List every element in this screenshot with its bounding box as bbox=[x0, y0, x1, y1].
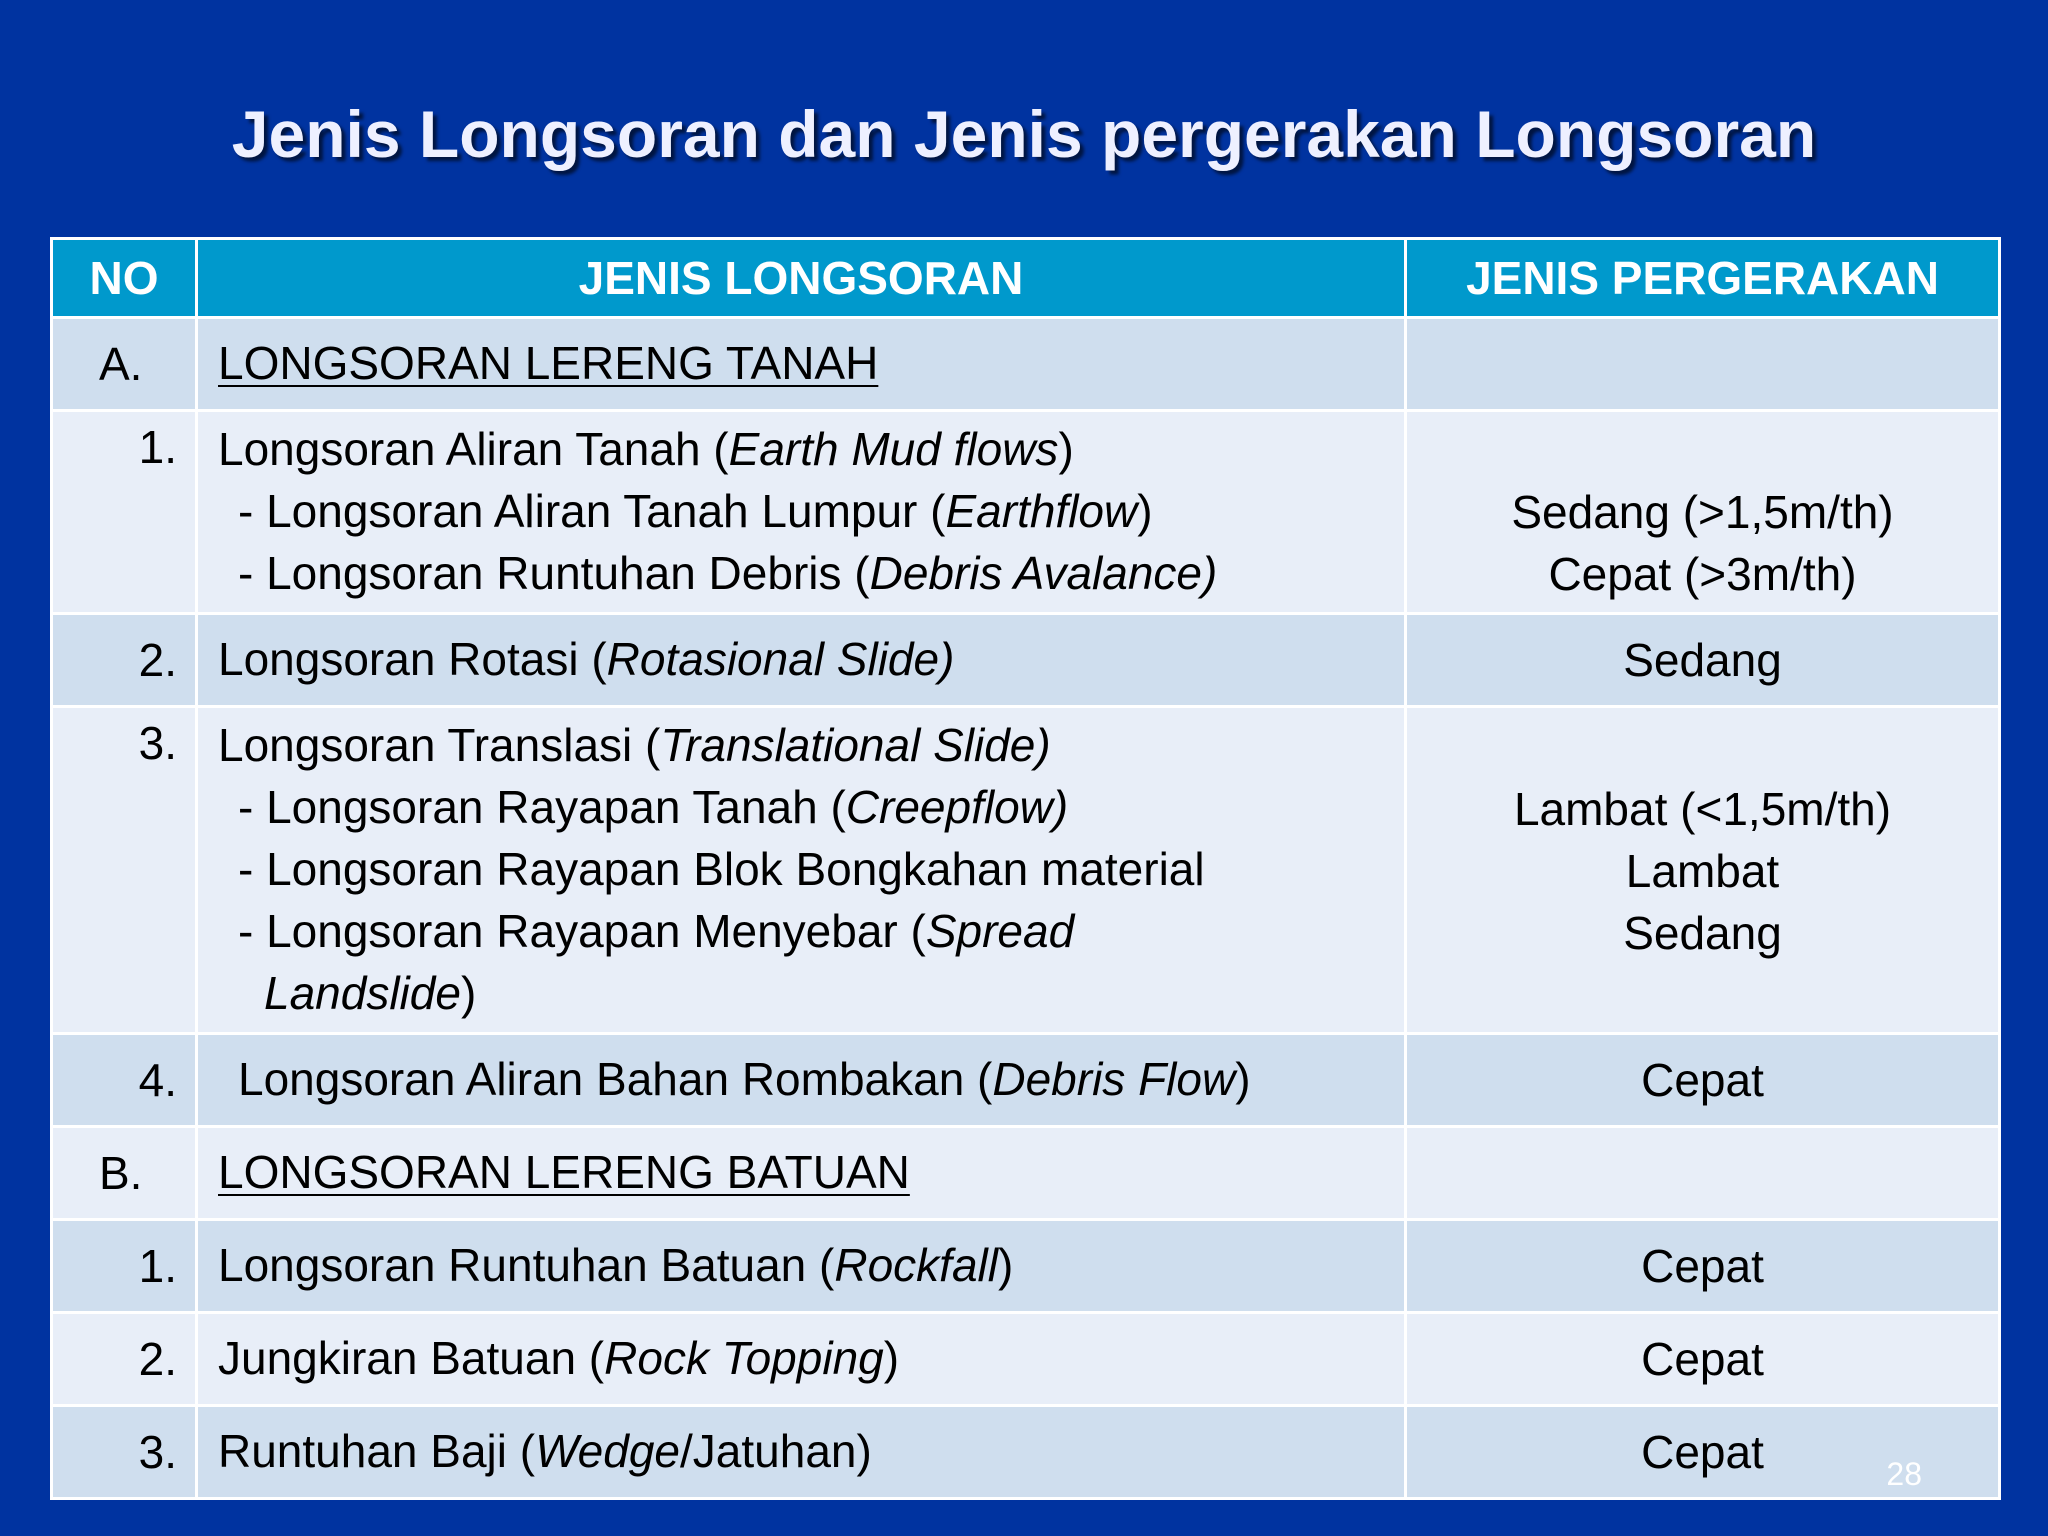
row-description: Jungkiran Batuan (Rock Topping) bbox=[197, 1313, 1406, 1406]
header-jenis-longsoran: JENIS LONGSORAN bbox=[197, 239, 1406, 318]
row-description: Runtuhan Baji (Wedge/Jatuhan) bbox=[197, 1406, 1406, 1499]
section-label: LONGSORAN LERENG BATUAN bbox=[197, 1127, 1406, 1220]
row-movement bbox=[1406, 318, 2000, 411]
row-no: 1. bbox=[52, 411, 197, 614]
row-movement: Sedang (>1,5m/th) Cepat (>3m/th) bbox=[1406, 411, 2000, 614]
table-row bbox=[52, 1313, 2000, 1406]
row-no: 1. bbox=[52, 1220, 197, 1313]
row-no: 4. bbox=[52, 1034, 197, 1127]
row-movement: Cepat bbox=[1406, 1406, 2000, 1499]
row-no: A. bbox=[52, 318, 197, 411]
row-movement: Cepat bbox=[1406, 1313, 2000, 1406]
page-number: 28 bbox=[1886, 1456, 1922, 1492]
row-description: Longsoran Runtuhan Batuan (Rockfall) bbox=[197, 1220, 1406, 1313]
row-no: B. bbox=[52, 1127, 197, 1220]
table-header-row bbox=[52, 239, 2000, 318]
row-description: Longsoran Translasi (Translational Slide) - Longsoran Rayapan Tanah (Creepflow) - Longsoran Rayapan Blok Bongkahan material - Longsoran Rayapan Menyebar (Spread Landslide) bbox=[197, 707, 1406, 1034]
row-movement: Lambat (<1,5m/th) Lambat Sedang bbox=[1406, 707, 2000, 1034]
row-no: 2. bbox=[52, 1313, 197, 1406]
row-movement bbox=[1406, 1127, 2000, 1220]
slide-title: Jenis Longsoran dan Jenis pergerakan Longsoran bbox=[231, 97, 1817, 171]
section-label: LONGSORAN LERENG TANAH bbox=[197, 318, 1406, 411]
table-row bbox=[52, 1034, 2000, 1127]
table-row bbox=[52, 1127, 2000, 1220]
header-no: NO bbox=[52, 239, 197, 318]
row-movement: Cepat bbox=[1406, 1034, 2000, 1127]
row-no: 3. bbox=[52, 707, 197, 1034]
table-row bbox=[52, 318, 2000, 411]
row-description: Longsoran Rotasi (Rotasional Slide) bbox=[197, 614, 1406, 707]
table-row bbox=[52, 707, 2000, 1034]
row-movement: Sedang bbox=[1406, 614, 2000, 707]
table-row bbox=[52, 1406, 2000, 1499]
header-jenis-pergerakan: JENIS PERGERAKAN bbox=[1406, 239, 2000, 318]
table-row bbox=[52, 411, 2000, 614]
table-row bbox=[52, 614, 2000, 707]
row-no: 2. bbox=[52, 614, 197, 707]
row-description: Longsoran Aliran Tanah (Earth Mud flows) - Longsoran Aliran Tanah Lumpur (Earthflow) - Longsoran Runtuhan Debris (Debris Avalance) bbox=[197, 411, 1406, 614]
row-description: Longsoran Aliran Bahan Rombakan (Debris Flow) bbox=[197, 1034, 1406, 1127]
landslide-table bbox=[50, 237, 2001, 1500]
row-movement: Cepat bbox=[1406, 1220, 2000, 1313]
table-row bbox=[52, 1220, 2000, 1313]
row-no: 3. bbox=[52, 1406, 197, 1499]
